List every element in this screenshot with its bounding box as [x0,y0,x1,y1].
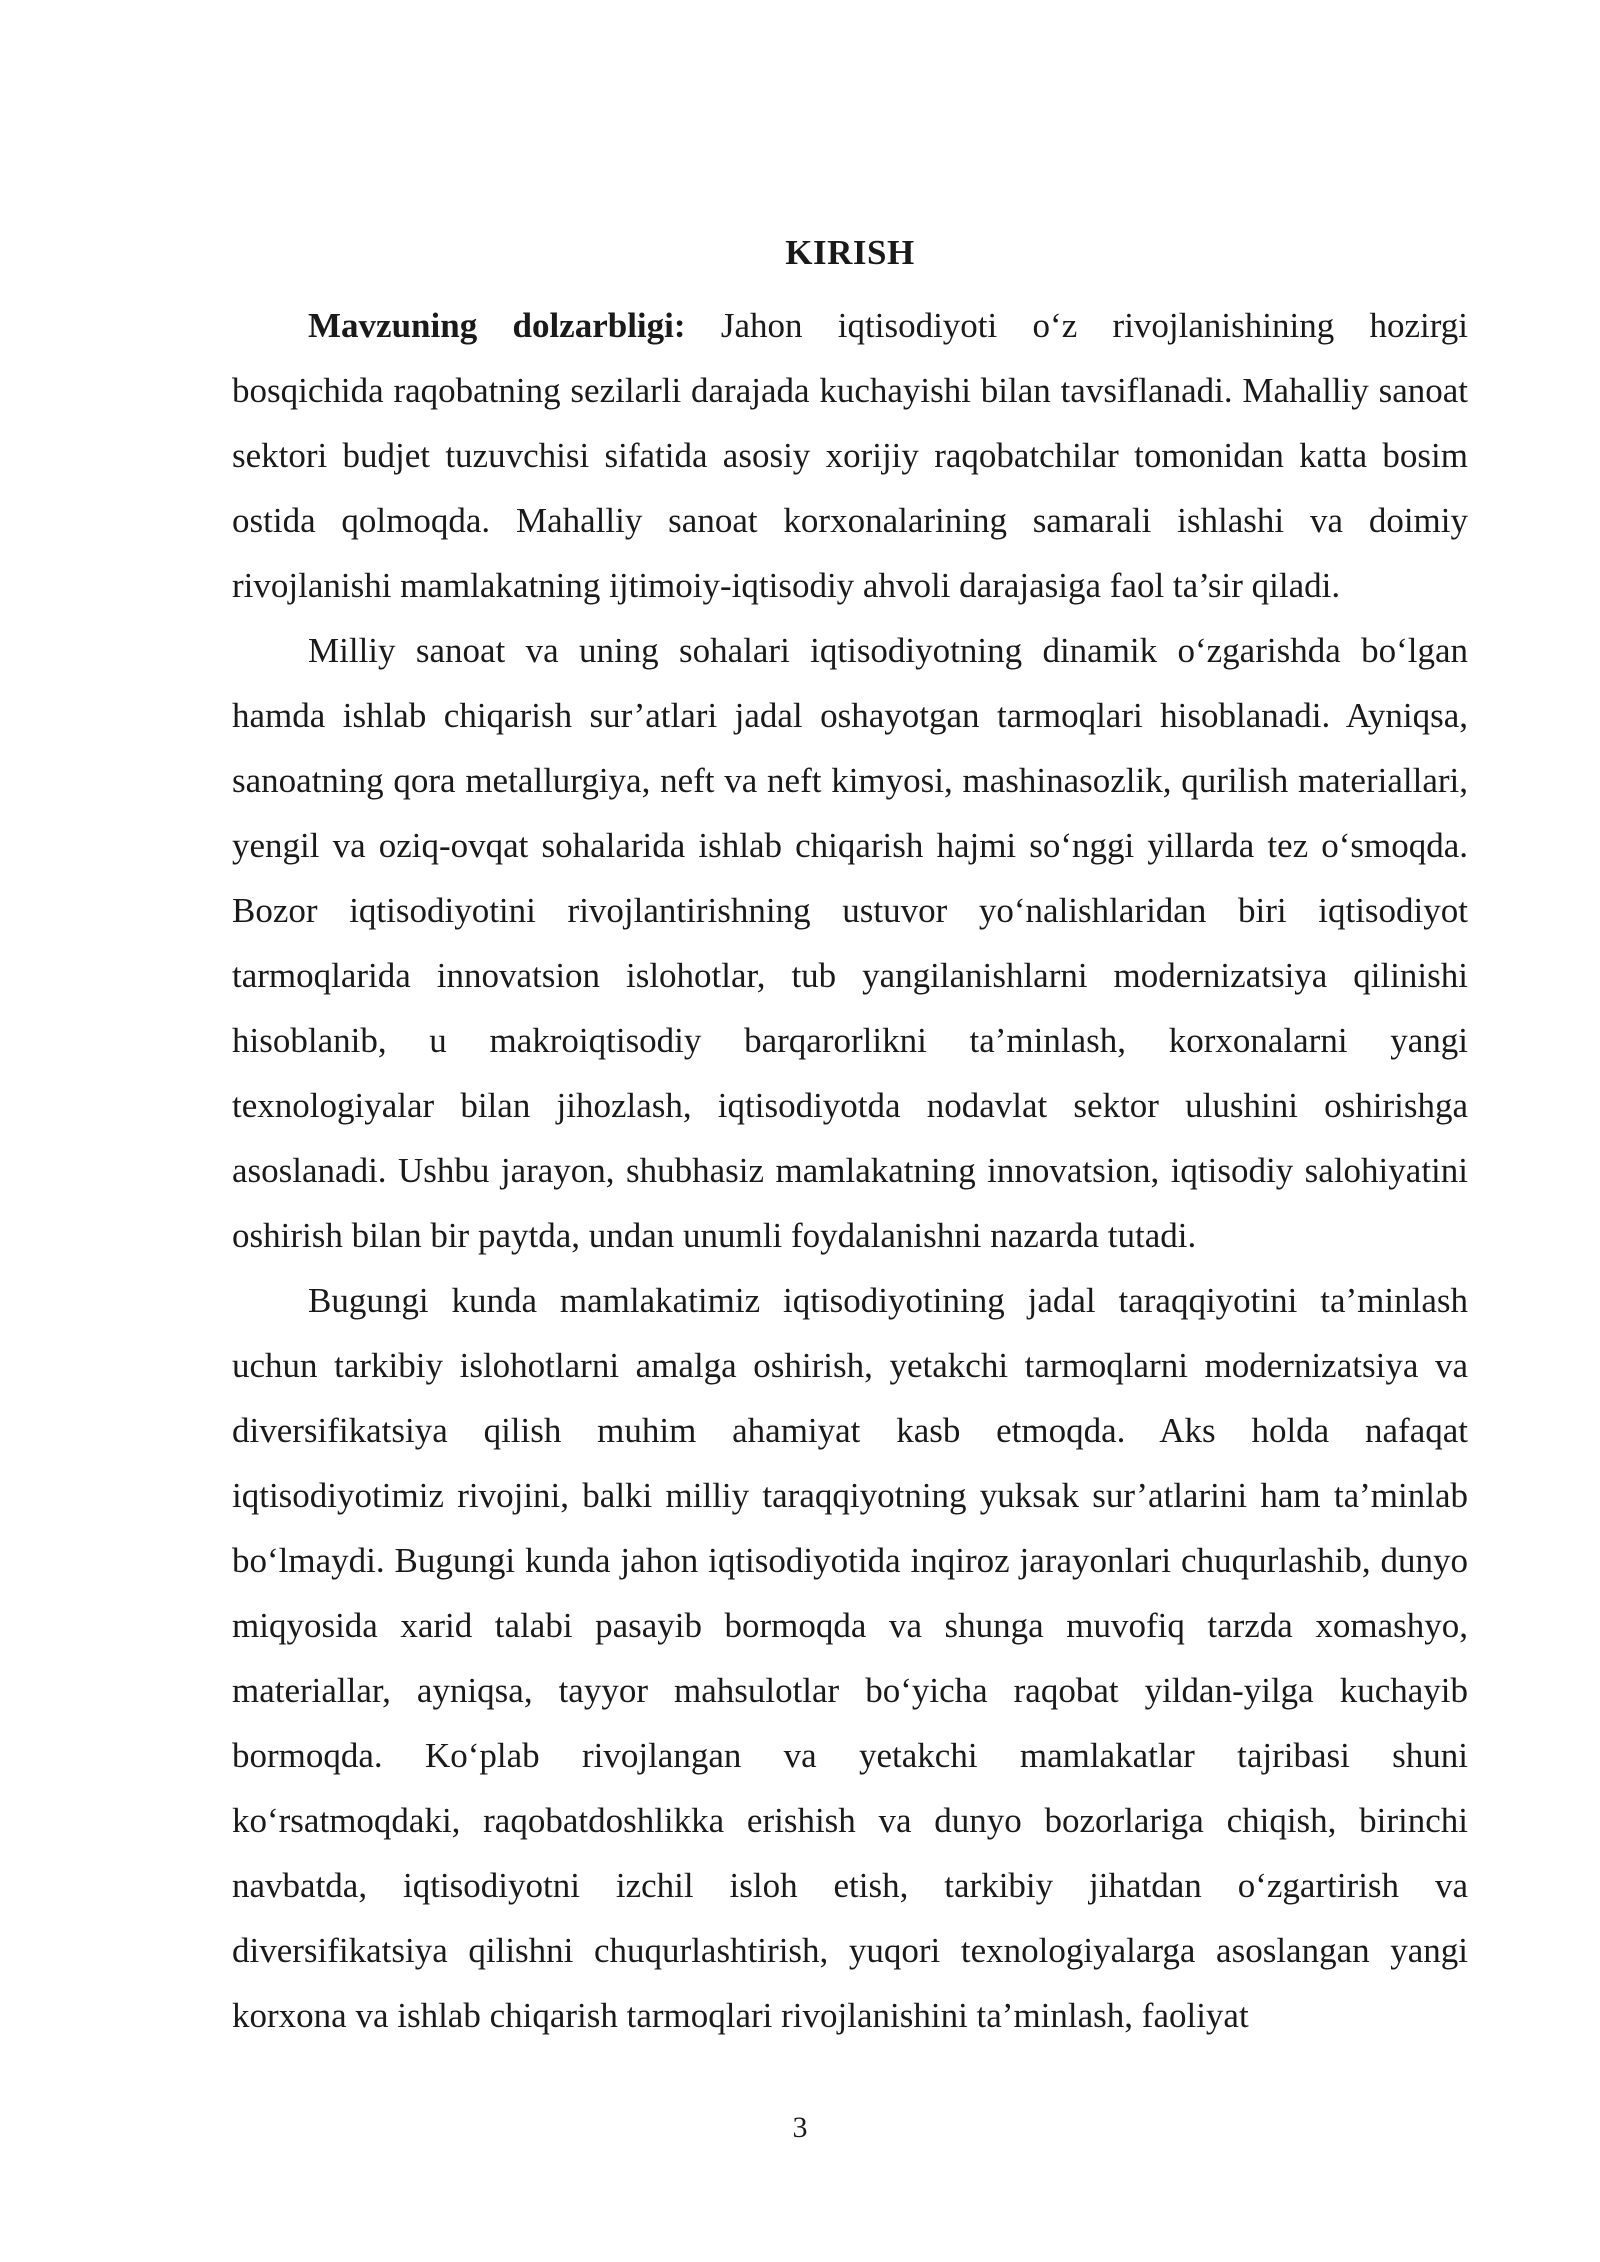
paragraph-relevance [232,293,1468,618]
section-heading: KIRISH [785,233,915,272]
economy-today-text: Bugungi kunda mamlakatimiz iqtisodiyotining jadal taraqqiyotini ta’minlash uchun tarkibiy islohotlarni amalga oshirish, yetakchi tarmoqlarni modernizatsiya va diversifikatsiya qilish muhim ahamiyat kasb etmoqda. Aks holda nafaqat iqtisodiyotimiz rivojini, balki milliy taraqqiyotning yuksak sur’atlarini ham ta’minlab bo‘lmaydi. Bugungi kunda jahon iqtisodiyotida inqiroz jarayonlari chuqurlashib, dunyo miqyosida xarid talabi pasayib bormoqda va shunga muvofiq tarzda xomashyo, materiallar, ayniqsa, tayyor mahsulotlar bo‘yicha raqobat yildan-yilga kuchayib bormoqda. Ko‘plab rivojlangan va yetakchi mamlakatlar tajribasi shuni ko‘rsatmoqdaki, raqobatdoshlikka erishish va dunyo bozorlariga chiqish, birinchi navbatda, iqtisodiyotni izchil isloh etish, tarkibiy jihatdan o‘zgartirish va diversifikatsiya qilishni chuqurlashtirish, yuqori texnologiyalarga asoslangan yangi korxona va ishlab chiqarish tarmoqlari rivojlanishini ta’minlash, faoliyat [232,1281,1468,2035]
national-industry-text: Milliy sanoat va uning sohalari iqtisodiyotning dinamik o‘zgarishda bo‘lgan hamda ishlab chiqarish sur’atlari jadal oshayotgan tarmoqlari hisoblanadi. Ayniqsa, sanoatning qora metallurgiya, neft va neft kimyosi, mashinasozlik, qurilish materiallari, yengil va oziq-ovqat sohalarida ishlab chiqarish hajmi so‘nggi yillarda tez o‘smoqda. Bozor iqtisodiyotini rivojlantirishning ustuvor yo‘nalishlaridan biri iqtisodiyot tarmoqlarida innovatsion islohotlar, tub yangilanishlarni modernizatsiya qilinishi hisoblanib, u makroiqtisodiy barqarorlikni ta’minlash, korxonalarni yangi texnologiyalar bilan jihozlash, iqtisodiyotda nodavlat sektor ulushini oshirishga asoslanadi. Ushbu jarayon, shubhasiz mamlakatning innovatsion, iqtisodiy salohiyatini oshirish bilan bir paytda, undan unumli foydalanishni nazarda tutadi. [232,631,1468,1255]
relevance-text: Jahon iqtisodiyoti o‘z rivojlanishining hozirgi bosqichida raqobatning sezilarli darajada kuchayishi bilan tavsiflanadi. Mahalliy sanoat sektori budjet tuzuvchisi sifatida asosiy xorijiy raqobatchilar tomonidan katta bosim ostida qolmoqda. Mahalliy sanoat korxonalarining samarali ishlashi va doimiy rivojlanishi mamlakatning ijtimoiy-iqtisodiy ahvoli darajasiga faol ta’sir qiladi. [232,306,1468,605]
paragraph-economy-today [232,1268,1468,2048]
page-content [232,228,1468,2048]
relevance-lead: Mavzuning dolzarbligi: [308,306,686,345]
paragraph-national-industry [232,618,1468,1268]
page-number: 3 [792,2111,808,2144]
